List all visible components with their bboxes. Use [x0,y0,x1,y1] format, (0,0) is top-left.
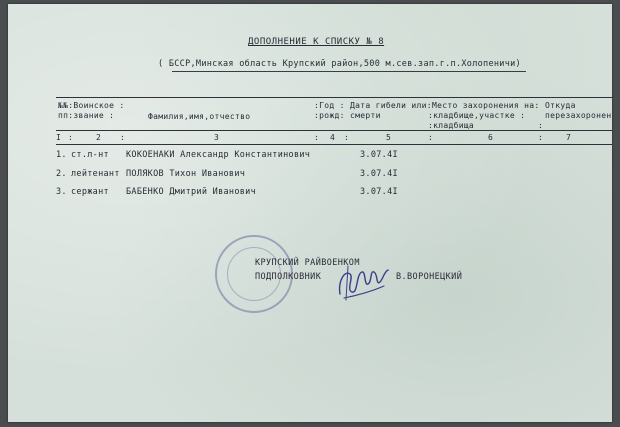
col-number-1: I [56,133,62,142]
header-full-name: Фамилия,имя,отчество [148,112,251,121]
col-separator: : [428,133,434,142]
col-number-6: 6 [488,133,494,142]
row-2-number: 2. [56,169,67,179]
table-top-rule [56,97,612,98]
col-separator: : [538,133,544,142]
header-death-date-line2: смерти [350,111,381,120]
header-bottom-rule [56,130,612,131]
header-reburial-line2: перезахоронен [545,111,612,120]
document-title: ДОПОЛНЕНИЕ К СПИСКУ № 8 [248,37,385,47]
signature-office: КРУПСКИЙ РАЙВОЕНКОМ [255,258,360,268]
col-number-3: 3 [214,133,220,142]
col-separator: : [120,133,126,142]
row-1-number: 1. [56,150,67,160]
header-burial-line3: :кладбища [428,121,475,130]
col-separator: : [344,133,350,142]
col-separator: : [68,133,74,142]
document-subtitle: ( БССР,Минская область Крупский район,500 м.сев.зап.г.п.Холопеничи) [158,59,521,69]
col-number-bottom-rule [56,144,612,145]
row-2-rank: лейтенант [71,169,120,179]
row-2-name: ПОЛЯКОВ Тихон Иванович [126,169,246,179]
col-number-7: 7 [566,133,572,142]
col-number-2: 2 [96,133,102,142]
col-number-4: 4 [330,133,336,142]
row-1-death-date: 3.07.4I [360,150,398,160]
header-burial-line2: :кладбище,участке : [428,111,526,120]
row-2-death-date: 3.07.4I [360,169,398,179]
row-3-death-date: 3.07.4I [360,187,398,197]
header-reburial-line1: Откуда [545,101,576,110]
row-3-number: 3. [56,187,67,197]
subtitle-underline [172,71,526,72]
header-burial-line1: Место захоронения на: [432,101,540,110]
row-1-name: КОКОЕНАКИ Александр Константинович [126,150,311,160]
signature-name: В.ВОРОНЕЦКИЙ [396,272,463,282]
handwritten-signature [334,260,394,304]
header-birth-year-line1: :Год : [314,101,345,110]
header-rank-line1: №№:Воинское : [58,101,125,110]
header-birth-year-line2: :рожд: [314,111,345,120]
row-3-name: БАБЕНКО Дмитрий Иванович [126,187,257,197]
header-reburial-line3: : [538,121,544,130]
header-rank-line2: пп:звание : [58,111,115,120]
col-number-5: 5 [386,133,392,142]
signature-rank: ПОДПОЛКОВНИК [255,272,322,282]
col-separator: : [314,133,320,142]
row-3-rank: сержант [71,187,109,197]
row-1-rank: ст.л-нт [71,150,109,160]
document-sheet [8,4,612,422]
header-death-date-line1: Дата гибели или: [350,101,432,110]
